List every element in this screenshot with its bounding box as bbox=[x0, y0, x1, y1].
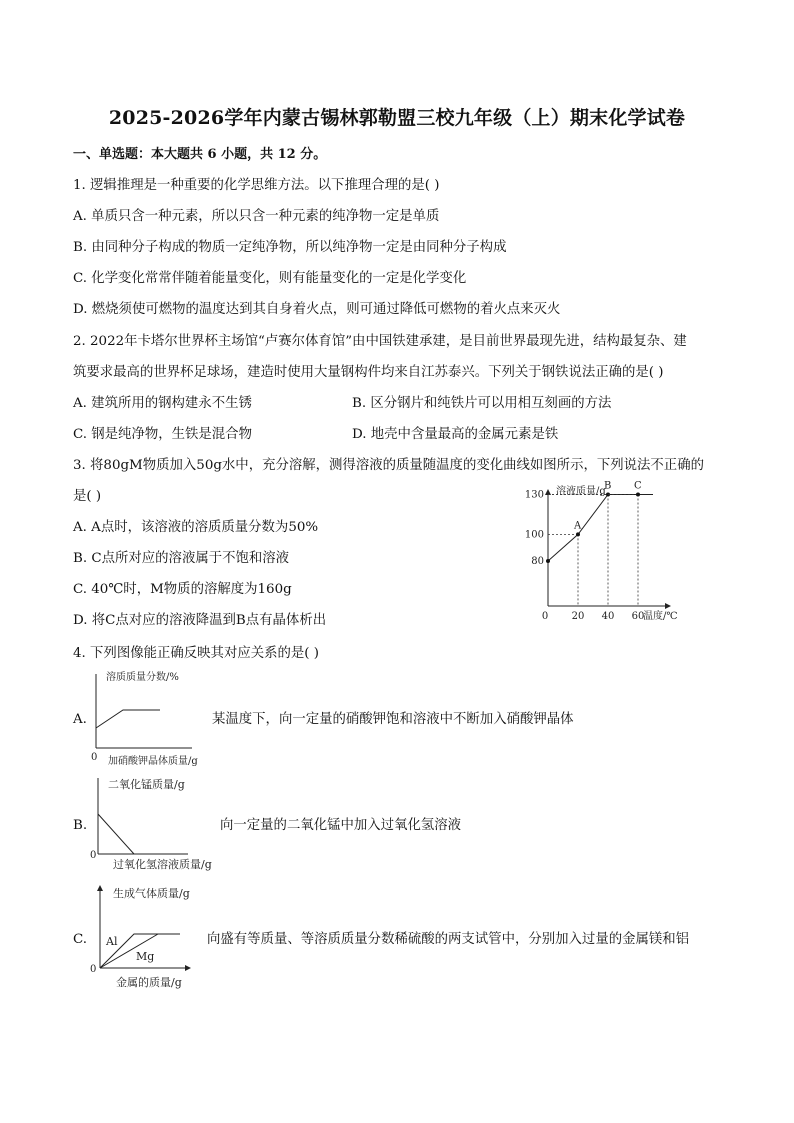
x-tick-label: 60 bbox=[631, 611, 645, 622]
origin-label: 0 bbox=[541, 611, 549, 622]
y-axis-label: 生成气体质量/g bbox=[113, 887, 190, 900]
solution-mass-curve bbox=[548, 495, 653, 562]
section-heading: 一、单选题：本大题共 6 小题，共 12 分。 bbox=[73, 147, 327, 162]
question-4-option-a-desc: 某温度下，向一定量的硝酸钾饱和溶液中不断加入硝酸钾晶体 bbox=[212, 712, 574, 727]
point-a bbox=[576, 532, 580, 536]
x-tick-label: 40 bbox=[601, 611, 615, 622]
page-title: 2025-2026学年内蒙古锡林郭勒盟三校九年级（上）期末化学试卷 bbox=[108, 107, 686, 129]
curve-line bbox=[98, 814, 134, 854]
x-axis-label: 过氧化氢溶液质量/g bbox=[113, 858, 212, 871]
question-2-option-a: A. 建筑所用的钢构建永不生锈 bbox=[73, 396, 252, 411]
question-1-option-a: A. 单质只含一种元素，所以只含一种元素的纯净物一定是单质 bbox=[73, 209, 440, 224]
solution-mass-graph bbox=[500, 478, 690, 628]
question-3-option-c: C. 40℃时，M物质的溶解度为160g bbox=[73, 582, 292, 597]
y-axis-label: 溶质质量分数/% bbox=[106, 672, 179, 683]
y-axis-label: 溶液质量/g bbox=[556, 486, 606, 497]
question-2-option-d: D. 地壳中含量最高的金属元素是铁 bbox=[352, 427, 559, 442]
question-1-option-d: D. 燃烧须使可燃物的温度达到其自身着火点，则可通过降低可燃物的着火点来灭火 bbox=[73, 302, 561, 317]
question-1-option-c: C. 化学变化常常伴随着能量变化，则有能量变化的一定是化学变化 bbox=[73, 271, 467, 286]
question-4-option-b-letter: B. bbox=[73, 818, 88, 833]
question-3-stem-line-1: 3. 将80gM物质加入50g水中，充分溶解，测得溶液的质量随温度的变化曲线如图所示，下列说法不正确的 bbox=[73, 458, 704, 473]
x-axis-label: 温度/℃ bbox=[643, 611, 678, 622]
question-2-stem-line-2: 筑要求最高的世界杯足球场，建造时使用大量钢构件均来自江苏泰兴。下列关于钢铁说法正确的是( ) bbox=[73, 365, 664, 380]
question-4-option-a-letter: A. bbox=[73, 712, 87, 727]
x-axis-label: 加硝酸钾晶体质量/g bbox=[108, 756, 198, 767]
point-start bbox=[546, 559, 550, 563]
question-1-option-b: B. 由同种分子构成的物质一定纯净物，所以纯净物一定是由同种分子构成 bbox=[73, 240, 507, 255]
y-tick-label: 100 bbox=[524, 529, 544, 541]
question-3-option-d: D. 将C点对应的溶液降温到B点有晶体析出 bbox=[73, 613, 327, 628]
option-b-graph bbox=[88, 774, 228, 874]
origin-label: 0 bbox=[90, 964, 97, 975]
point-label-b: B bbox=[604, 480, 612, 492]
question-4-stem: 4. 下列图像能正确反映其对应关系的是( ) bbox=[73, 646, 319, 661]
question-3-stem-line-2: 是( ) bbox=[73, 489, 102, 504]
series-label-mg: Mg bbox=[136, 950, 155, 963]
point-c bbox=[636, 493, 640, 497]
point-label-a: A bbox=[574, 520, 582, 532]
question-2-stem-line-1: 2. 2022年卡塔尔世界杯主场馆“卢赛尔体育馆”由中国铁建承建，是目前世界最现先进，结构最复杂、建 bbox=[73, 334, 687, 349]
x-axis-label: 金属的质量/g bbox=[116, 976, 182, 989]
question-4-option-c-letter: C. bbox=[73, 932, 88, 947]
question-4-option-b-desc: 向一定量的二氧化锰中加入过氧化氢溶液 bbox=[220, 818, 462, 833]
point-label-c: C bbox=[634, 480, 642, 492]
y-tick-label: 80 bbox=[531, 556, 544, 567]
question-4-option-c-desc: 向盛有等质量、等溶质质量分数稀硫酸的两支试管中，分别加入过量的金属镁和铝 bbox=[207, 932, 690, 947]
question-3-option-b: B. C点所对应的溶液属于不饱和溶液 bbox=[73, 551, 290, 566]
question-3-option-a: A. A点时，该溶液的溶质质量分数为50% bbox=[73, 520, 319, 535]
origin-label: 0 bbox=[91, 752, 98, 763]
question-2-option-c: C. 钢是纯净物，生铁是混合物 bbox=[73, 427, 252, 442]
series-label-al: Al bbox=[106, 935, 118, 948]
question-2-option-b: B. 区分钢片和纯铁片可以用相互刻画的方法 bbox=[352, 396, 612, 411]
origin-label: 0 bbox=[90, 850, 97, 861]
x-tick-label: 20 bbox=[571, 611, 585, 622]
curve-line bbox=[96, 710, 160, 728]
option-a-graph bbox=[88, 668, 218, 768]
question-1-stem: 1. 逻辑推理是一种重要的化学思维方法。以下推理合理的是( ) bbox=[73, 178, 440, 193]
y-tick-label: 130 bbox=[524, 489, 544, 501]
y-axis-label: 二氧化锰质量/g bbox=[108, 778, 185, 791]
